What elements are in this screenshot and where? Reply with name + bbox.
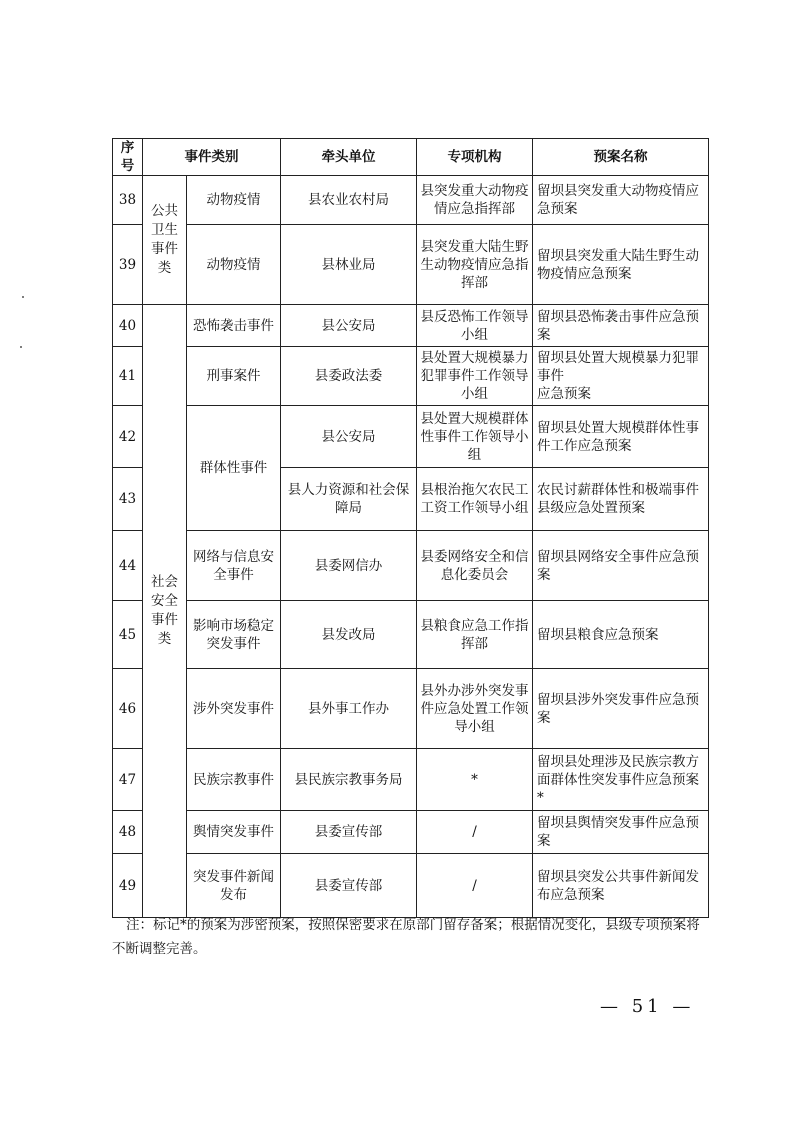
header-lead-unit: 牵头单位 (281, 139, 417, 176)
row-agency: 县委网络安全和信息化委员会 (417, 531, 533, 601)
header-plan-name: 预案名称 (533, 139, 709, 176)
table-row (113, 176, 709, 225)
table-row (113, 305, 709, 347)
row-type: 恐怖袭击事件 (187, 305, 281, 347)
table-row (113, 531, 709, 601)
row-no: 47 (113, 749, 143, 811)
table-row (113, 225, 709, 305)
scan-speck (20, 346, 22, 348)
row-agency: 县反恐怖工作领导小组 (417, 305, 533, 347)
row-lead: 县公安局 (281, 305, 417, 347)
row-plan: 留坝县突发公共事件新闻发布应急预案 (533, 854, 709, 918)
row-type: 网络与信息安全事件 (187, 531, 281, 601)
table-header-row (113, 139, 709, 176)
row-no: 45 (113, 601, 143, 669)
page-number: — 51 — (600, 996, 695, 1017)
row-plan: 留坝县处置大规模群体性事件工作应急预案 (533, 406, 709, 468)
row-plan: 农民讨薪群体性和极端事件县级应急处置预案 (533, 468, 709, 531)
row-plan: 留坝县舆情突发事件应急预案 (533, 811, 709, 854)
row-lead: 县公安局 (281, 406, 417, 468)
row-agency: / (417, 811, 533, 854)
emergency-plan-table (112, 138, 709, 918)
table-row (113, 854, 709, 918)
row-type: 舆情突发事件 (187, 811, 281, 854)
row-type: 动物疫情 (187, 225, 281, 305)
header-agency: 专项机构 (417, 139, 533, 176)
row-type: 涉外突发事件 (187, 669, 281, 749)
row-plan: 留坝县涉外突发事件应急预案 (533, 669, 709, 749)
table-row (113, 406, 709, 468)
row-no: 40 (113, 305, 143, 347)
row-agency: 县突发重大动物疫情应急指挥部 (417, 176, 533, 225)
row-no: 49 (113, 854, 143, 918)
row-lead: 县发改局 (281, 601, 417, 669)
row-agency: 县根治拖欠农民工工资工作领导小组 (417, 468, 533, 531)
table-row (113, 811, 709, 854)
row-type: 动物疫情 (187, 176, 281, 225)
row-lead: 县委政法委 (281, 347, 417, 406)
row-lead: 县委宣传部 (281, 854, 417, 918)
row-lead: 县委网信办 (281, 531, 417, 601)
row-type: 群体性事件 (187, 406, 281, 531)
row-plan: 留坝县恐怖袭击事件应急预案 (533, 305, 709, 347)
row-no: 48 (113, 811, 143, 854)
row-lead: 县民族宗教事务局 (281, 749, 417, 811)
row-type: 突发事件新闻发布 (187, 854, 281, 918)
row-plan-line2: 应急预案 (537, 386, 591, 402)
row-plan: 留坝县粮食应急预案 (533, 601, 709, 669)
header-no: 序号 (113, 139, 143, 176)
row-agency: 县处置大规模暴力犯罪事件工作领导小组 (417, 347, 533, 406)
category-social-security: 社会安全事件类 (143, 305, 187, 918)
row-plan: 留坝县突发重大动物疫情应急预案 (533, 176, 709, 225)
row-type: 民族宗教事件 (187, 749, 281, 811)
row-no: 43 (113, 468, 143, 531)
row-plan-line1: 留坝县处置大规模暴力犯罪事件 (537, 350, 699, 384)
row-plan: 留坝县突发重大陆生野生动物疫情应急预案 (533, 225, 709, 305)
row-agency: 县处置大规模群体性事件工作领导小组 (417, 406, 533, 468)
row-lead: 县委宣传部 (281, 811, 417, 854)
footnote: 注：标记*的预案为涉密预案，按照保密要求在原部门留存备案；根据情况变化，县级专项预案将不断调整完善。 (112, 917, 700, 957)
row-agency: 县突发重大陆生野生动物疫情应急指挥部 (417, 225, 533, 305)
row-no: 41 (113, 347, 143, 406)
row-no: 46 (113, 669, 143, 749)
row-agency: * (417, 749, 533, 811)
row-agency: / (417, 854, 533, 918)
header-event-type: 事件类别 (143, 139, 281, 176)
row-no: 38 (113, 176, 143, 225)
row-lead: 县人力资源和社会保障局 (281, 468, 417, 531)
row-type: 刑事案件 (187, 347, 281, 406)
row-agency: 县粮食应急工作指挥部 (417, 601, 533, 669)
row-no: 42 (113, 406, 143, 468)
row-plan: 留坝县网络安全事件应急预案 (533, 531, 709, 601)
row-plan: 留坝县处理涉及民族宗教方面群体性突发事件应急预案* (533, 749, 709, 811)
row-lead: 县农业农村局 (281, 176, 417, 225)
row-agency: 县外办涉外突发事件应急处置工作领导小组 (417, 669, 533, 749)
row-plan (533, 347, 709, 406)
row-lead: 县外事工作办 (281, 669, 417, 749)
table-row (113, 601, 709, 669)
category-public-health: 公共卫生事件类 (143, 176, 187, 305)
row-no: 44 (113, 531, 143, 601)
table-row (113, 347, 709, 406)
row-no: 39 (113, 225, 143, 305)
row-lead: 县林业局 (281, 225, 417, 305)
row-type: 影响市场稳定突发事件 (187, 601, 281, 669)
scan-speck (22, 296, 24, 298)
table-row (113, 669, 709, 749)
table-row (113, 749, 709, 811)
